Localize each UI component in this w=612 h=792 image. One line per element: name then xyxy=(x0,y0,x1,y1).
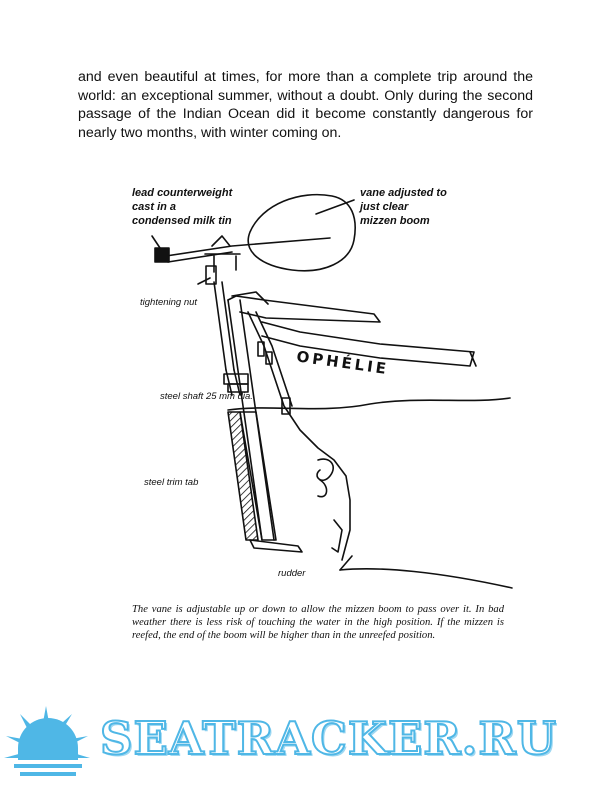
waterline xyxy=(228,398,510,410)
vane-leader xyxy=(316,200,354,214)
boat-name: OPHÉLIE xyxy=(295,347,391,379)
trim-tab-label: steel trim tab xyxy=(144,477,199,488)
rudder-label: rudder xyxy=(278,568,306,579)
keel-line xyxy=(340,569,512,588)
body-paragraph: and even beautiful at times, for more than a complete trip around the world: an exceptional summer, without a doubt. Only during the second passage of the Indian Ocean did it become constantly dangerous for nearly two months, with winter coming on. xyxy=(78,69,533,141)
vane-label: vane adjusted to just clear mizzen boom xyxy=(360,187,447,227)
steel-shaft-label: steel shaft 25 mm dia. xyxy=(160,391,253,402)
counterweight xyxy=(155,248,169,262)
tightening-nut-label: tightening nut xyxy=(140,297,198,308)
figure-caption: The vane is adjustable up or down to allow the mizzen boom to pass over it. In bad weather there is less risk of touching the water in the high position. If the mizzen is reefed, the end of the boom will be higher than in the unreefed position. xyxy=(132,604,504,641)
counterweight-label: lead counterweight cast in a condensed milk tin xyxy=(132,187,233,227)
watermark-text: SEATRACKER.RU xyxy=(100,712,557,765)
